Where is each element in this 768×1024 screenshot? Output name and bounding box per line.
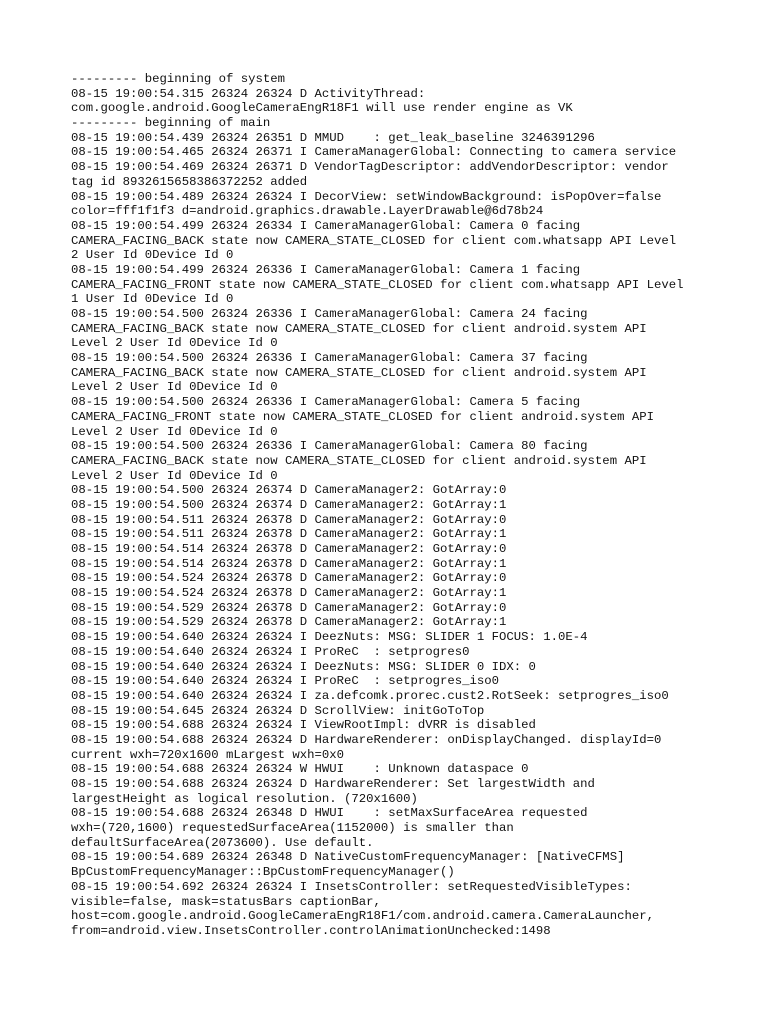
log-line: tag id 8932615658386372252 added bbox=[71, 174, 308, 189]
log-line: 08-15 19:00:54.688 26324 26324 D HardwareRenderer: onDisplayChanged. displayId=0 bbox=[71, 732, 662, 747]
log-line: 08-15 19:00:54.500 26324 26336 I CameraManagerGlobal: Camera 37 facing bbox=[71, 351, 588, 366]
log-line: CAMERA_FACING_BACK state now CAMERA_STATE_CLOSED for client android.system API bbox=[71, 453, 647, 468]
log-line: 08-15 19:00:54.469 26324 26371 D VendorTagDescriptor: addVendorDescriptor: vendor bbox=[71, 160, 669, 175]
log-line: 08-15 19:00:54.688 26324 26324 I ViewRootImpl: dVRR is disabled bbox=[71, 718, 536, 733]
log-line: 08-15 19:00:54.315 26324 26324 D ActivityThread: bbox=[71, 86, 426, 101]
log-line: --------- beginning of system bbox=[71, 72, 286, 86]
log-line: 08-15 19:00:54.514 26324 26378 D CameraManager2: GotArray:0 bbox=[71, 542, 507, 556]
log-line: 08-15 19:00:54.692 26324 26324 I InsetsController: setRequestedVisibleTypes: bbox=[71, 879, 632, 894]
log-line: CAMERA_FACING_BACK state now CAMERA_STATE_CLOSED for client android.system API bbox=[71, 365, 647, 380]
log-line: 08-15 19:00:54.524 26324 26378 D CameraManager2: GotArray:0 bbox=[71, 571, 507, 586]
log-line: 08-15 19:00:54.499 26324 26336 I CameraManagerGlobal: Camera 1 facing bbox=[71, 262, 581, 277]
log-line: 08-15 19:00:54.640 26324 26324 I DeezNuts: MSG: SLIDER 0 IDX: 0 bbox=[71, 659, 536, 674]
log-line: CAMERA_FACING_BACK state now CAMERA_STATE_CLOSED for client com.whatsapp API Level bbox=[71, 233, 677, 248]
log-line: Level 2 User Id 0Device Id 0 bbox=[71, 468, 278, 483]
log-line: 08-15 19:00:54.640 26324 26324 I ProReC : setprogres0 bbox=[71, 644, 470, 659]
log-line: host=com.google.android.GoogleCameraEngR18F1/com.android.camera.CameraLauncher, bbox=[71, 909, 654, 924]
log-line: 08-15 19:00:54.640 26324 26324 I za.defcomk.prorec.cust2.RotSeek: setprogres_iso0 bbox=[71, 688, 669, 703]
log-line: from=android.view.InsetsController.controlAnimationUnchecked:1498 bbox=[71, 923, 551, 938]
log-line: 08-15 19:00:54.688 26324 26324 D HardwareRenderer: Set largestWidth and bbox=[71, 777, 595, 791]
log-line: 08-15 19:00:54.489 26324 26324 I DecorView: setWindowBackground: isPopOver=false bbox=[71, 189, 662, 204]
log-line: 08-15 19:00:54.511 26324 26378 D CameraManager2: GotArray:1 bbox=[71, 527, 507, 542]
log-line: defaultSurfaceArea(2073600). Use default. bbox=[71, 835, 374, 850]
log-line: --------- beginning of main bbox=[71, 116, 271, 131]
log-line: 08-15 19:00:54.500 26324 26336 I CameraManagerGlobal: Camera 24 facing bbox=[71, 307, 588, 321]
log-line: 08-15 19:00:54.499 26324 26334 I CameraManagerGlobal: Camera 0 facing bbox=[71, 218, 581, 233]
log-line: com.google.android.GoogleCameraEngR18F1 will use render engine as VK bbox=[71, 101, 573, 116]
log-output bbox=[71, 72, 731, 939]
log-line: 08-15 19:00:54.640 26324 26324 I DeezNuts: MSG: SLIDER 1 FOCUS: 1.0E-4 bbox=[71, 630, 588, 645]
log-line: 08-15 19:00:54.529 26324 26378 D CameraManager2: GotArray:1 bbox=[71, 615, 507, 630]
log-line: Level 2 User Id 0Device Id 0 bbox=[71, 424, 278, 439]
log-line: 08-15 19:00:54.500 26324 26374 D CameraManager2: GotArray:1 bbox=[71, 497, 507, 512]
log-line: current wxh=720x1600 mLargest wxh=0x0 bbox=[71, 747, 345, 762]
log-line: largestHeight as logical resolution. (720x1600) bbox=[71, 791, 418, 806]
log-line: color=fff1f1f3 d=android.graphics.drawable.LayerDrawable@6d78b24 bbox=[71, 204, 544, 219]
log-line: 08-15 19:00:54.511 26324 26378 D CameraManager2: GotArray:0 bbox=[71, 512, 507, 527]
log-line: 08-15 19:00:54.640 26324 26324 I ProReC : setprogres_iso0 bbox=[71, 674, 500, 689]
log-line: Level 2 User Id 0Device Id 0 bbox=[71, 336, 278, 351]
log-line: 08-15 19:00:54.500 26324 26374 D CameraManager2: GotArray:0 bbox=[71, 483, 507, 498]
log-line: 08-15 19:00:54.439 26324 26351 D MMUD : get_leak_baseline 3246391296 bbox=[71, 130, 595, 145]
log-line: 2 User Id 0Device Id 0 bbox=[71, 248, 234, 263]
log-line: 08-15 19:00:54.688 26324 26324 W HWUI : Unknown dataspace 0 bbox=[71, 762, 529, 777]
log-line: wxh=(720,1600) requestedSurfaceArea(1152000) is smaller than bbox=[71, 821, 514, 836]
log-line: 08-15 19:00:54.514 26324 26378 D CameraManager2: GotArray:1 bbox=[71, 556, 507, 571]
log-line: 08-15 19:00:54.529 26324 26378 D CameraManager2: GotArray:0 bbox=[71, 600, 507, 615]
log-line: 08-15 19:00:54.524 26324 26378 D CameraManager2: GotArray:1 bbox=[71, 586, 507, 601]
log-line: 1 User Id 0Device Id 0 bbox=[71, 292, 234, 307]
log-line: 08-15 19:00:54.500 26324 26336 I CameraManagerGlobal: Camera 5 facing bbox=[71, 395, 581, 410]
log-line: 08-15 19:00:54.689 26324 26348 D NativeCustomFrequencyManager: [NativeCFMS] bbox=[71, 850, 625, 865]
log-line: CAMERA_FACING_FRONT state now CAMERA_STATE_CLOSED for client com.whatsapp API Level bbox=[71, 277, 684, 292]
log-line: BpCustomFrequencyManager::BpCustomFrequencyManager() bbox=[71, 865, 455, 880]
log-line: CAMERA_FACING_FRONT state now CAMERA_STATE_CLOSED for client android.system API bbox=[71, 409, 654, 424]
log-line: 08-15 19:00:54.465 26324 26371 I CameraManagerGlobal: Connecting to camera service bbox=[71, 145, 677, 160]
log-line: 08-15 19:00:54.688 26324 26348 D HWUI : setMaxSurfaceArea requested bbox=[71, 806, 588, 821]
log-line: visible=false, mask=statusBars captionBar, bbox=[71, 894, 381, 909]
log-line: 08-15 19:00:54.500 26324 26336 I CameraManagerGlobal: Camera 80 facing bbox=[71, 439, 588, 454]
log-line: CAMERA_FACING_BACK state now CAMERA_STATE_CLOSED for client android.system API bbox=[71, 321, 647, 336]
log-line: 08-15 19:00:54.645 26324 26324 D ScrollView: initGoToTop bbox=[71, 703, 485, 718]
log-line: Level 2 User Id 0Device Id 0 bbox=[71, 380, 278, 395]
